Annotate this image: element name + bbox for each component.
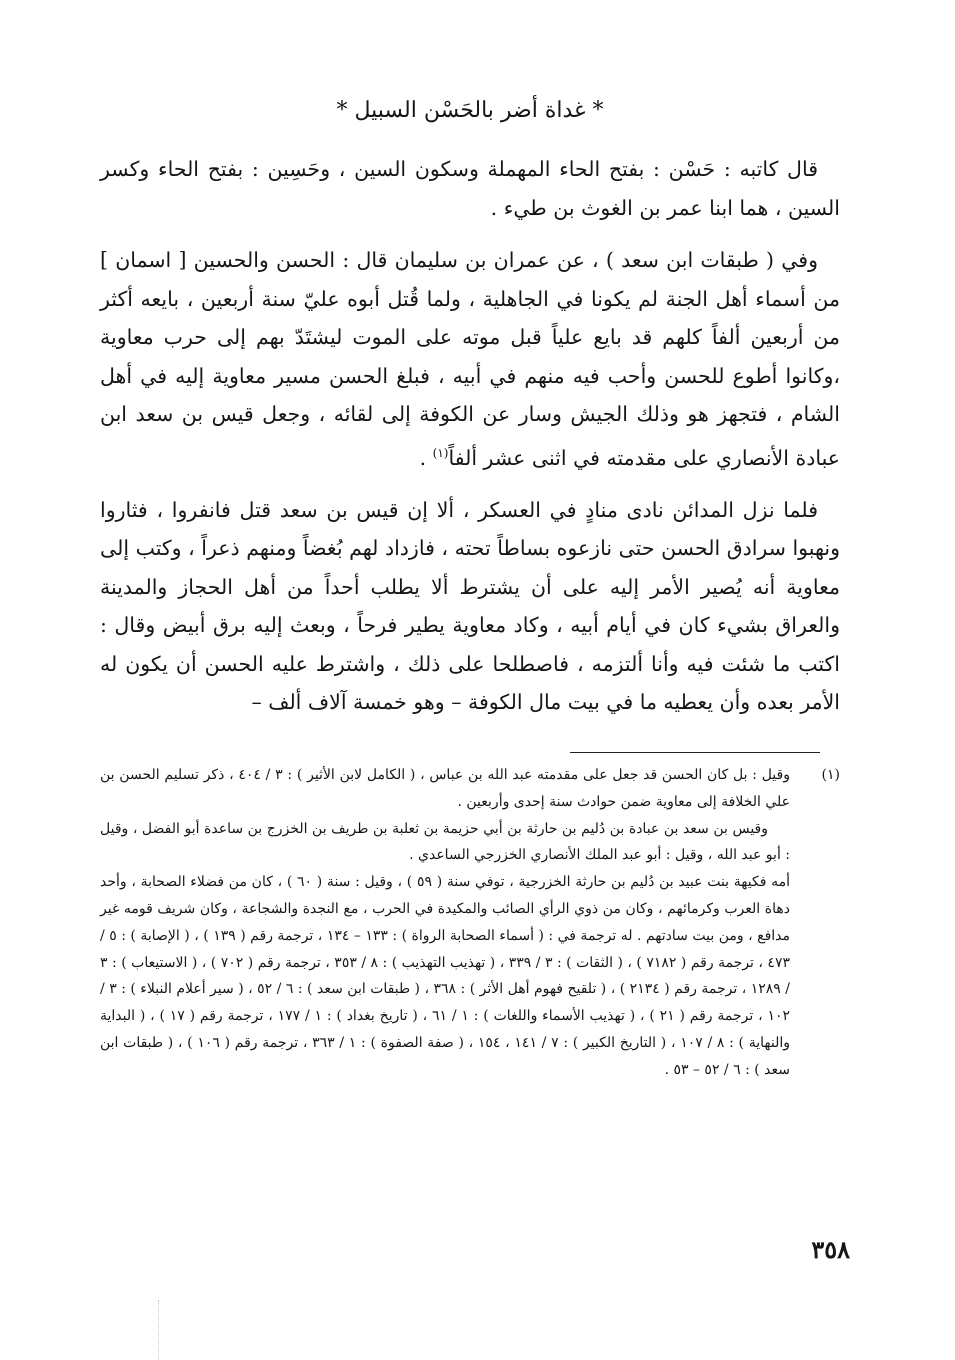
page-number: ٣٥٨ [811, 1235, 850, 1264]
paragraph-3: فلما نزل المدائن نادى منادٍ في العسكر ، ألا إن قيس بن سعد قتل فانفروا ، فثاروا ونهبوا سرادق الحسن حتى نازعوه بساطاً تحته ، فازداد لهم بُغضاً ومنهم ذعراً ، وكتب إلى معاوية أنه يُصير الأمر إليه على أن يشترط ألا يطلب أحداً من أهل الحجاز والمدينة والعراق بشيء كان في أيام أبيه ، وكاد معاوية يطير فرحاً ، وبعث إليه برق أبيض وقال : اكتب ما شئت فيه وأنا ألتزمه ، فاصطلحا على ذلك ، واشترط عليه الحسن أن يكون له الأمر بعده وأن يعطيه ما في بيت مال الكوفة – وهو خمسة آلاف ألف – [100, 497, 840, 715]
footnote-number: (١) [821, 767, 840, 783]
scan-artifact-line [158, 1300, 159, 1360]
paragraph-2-end: . [419, 445, 433, 470]
paragraph-1: قال كاتبه : حَسْن : بفتح الحاء المهملة وسكون السين ، وحَسِين : بفتح الحاء وكسر السين ، هما ابنا عمر بن الغوث بن طيء . [100, 157, 840, 220]
paragraph-2 [100, 241, 840, 477]
footnote-divider [570, 752, 820, 753]
footnote-body [100, 762, 790, 1084]
footnote-paragraph-1: وقيل : بل كان الحسن قد جعل على مقدمته عبد الله بن عباس ، ( الكامل لابن الأثير ) : ٣ / ٤٠٤ ، ذكر تسليم الحسن بن علي الخلافة إلى معاوية ضمن حوادث سنة إحدى وأربعين . [100, 767, 790, 810]
main-text [100, 150, 840, 736]
footnotes [100, 762, 840, 1084]
running-head: * غداة أضر بالحَسْن السبيل * [336, 98, 604, 123]
footnote-paragraph-2: وقيس بن سعد بن عبادة بن دُليم بن حارثة بن أبي حزيمة بن ثعلبة بن طريف بن الخزرج بن ساعدة أبو الفضل ، وقيل : أبو عبد الله ، وقيل : أبو عبد الملك الأنصاري الخزرجي الساعدي . [100, 820, 790, 864]
footnote-reference[interactable]: (١) [432, 445, 449, 460]
footnote-paragraph-3: أمه فكيهة بنت عبيد بن دُليم بن حارثة الخزرجية ، توفي سنة ( ٥٩ ) ، وقيل : سنة ( ٦٠ ) ، كان من فضلاء الصحابة ، وأحد دهاة العرب وكرمائهم ، وكان من ذوي الرأي الصائب والمكيدة في الحرب ، مع النجدة والشجاعة ، وكان شريف قومه غير مدافع ، ومن بيت سادتهم . له ترجمة في : ( أسماء الصحابة الرواة ) : ١٣٣ – ١٣٤ ، ترجمة رقم ( ١٣٩ ) ، ( الإصابة ) : ٥ / ٤٧٣ ، ترجمة رقم ( ٧١٨٢ ) ، ( الثقات ) : ٣ / ٣٣٩ ، ( تهذيب التهذيب ) : ٨ / ٣٥٣ ، ترجمة رقم ( ٧٠٢ ) ، ( الاستيعاب ) : ٣ / ١٢٨٩ ، ترجمة رقم ( ٢١٣٤ ) ، ( تلقيح فهوم أهل الأثر ) : ٣٦٨ ، ( طبقات ابن سعد ) : ٦ / ٥٢ ، ( سير أعلام النبلاء ) : ٣ / ١٠٢ ، ترجمة رقم ( ٢١ ) ، ( تهذيب الأسماء واللغات ) : ١ / ٦١ ، ( تاريخ بغداد ) : ١ / ١٧٧ ، ترجمة رقم ( ١٧ ) ، ( البداية والنهاية ) : ٨ / ١٠٧ ، ( التاريخ الكبير ) : ٧ / ١٤١ ، ١٥٤ ، ( صفة الصفوة ) : ١ / ٣٦٣ ، ترجمة رقم ( ١٠٦ ) ، ( طبقات ابن سعد ) : ٦ / ٥٢ – ٥٣ . [100, 874, 791, 1078]
paragraph-2-text: وفي ( طبقات ابن سعد ) ، عن عمران بن سليمان قال : الحسن والحسين [ اسمان ] من أسماء أهل الجنة لم يكونا في الجاهلية ، ولما قُتل أبوه عليّ سنة أربعين ، بايعه أكثر من أربعين ألفاً كلهم قد بايع علياً قبل موته على الموت ليشتَدّ بهم إلى حرب معاوية ،وكانوا أطوع للحسن وأحب فيه منهم في أبيه ، فبلغ الحسن مسير معاوية إليه في أهل الشام ، فتجهز هو وذلك الجيش وسار عن الكوفة إلى لقائه ، وجعل قيس بن سعد ابن عبادة الأنصاري على مقدمته في اثنى عشر ألفاً [100, 248, 840, 470]
